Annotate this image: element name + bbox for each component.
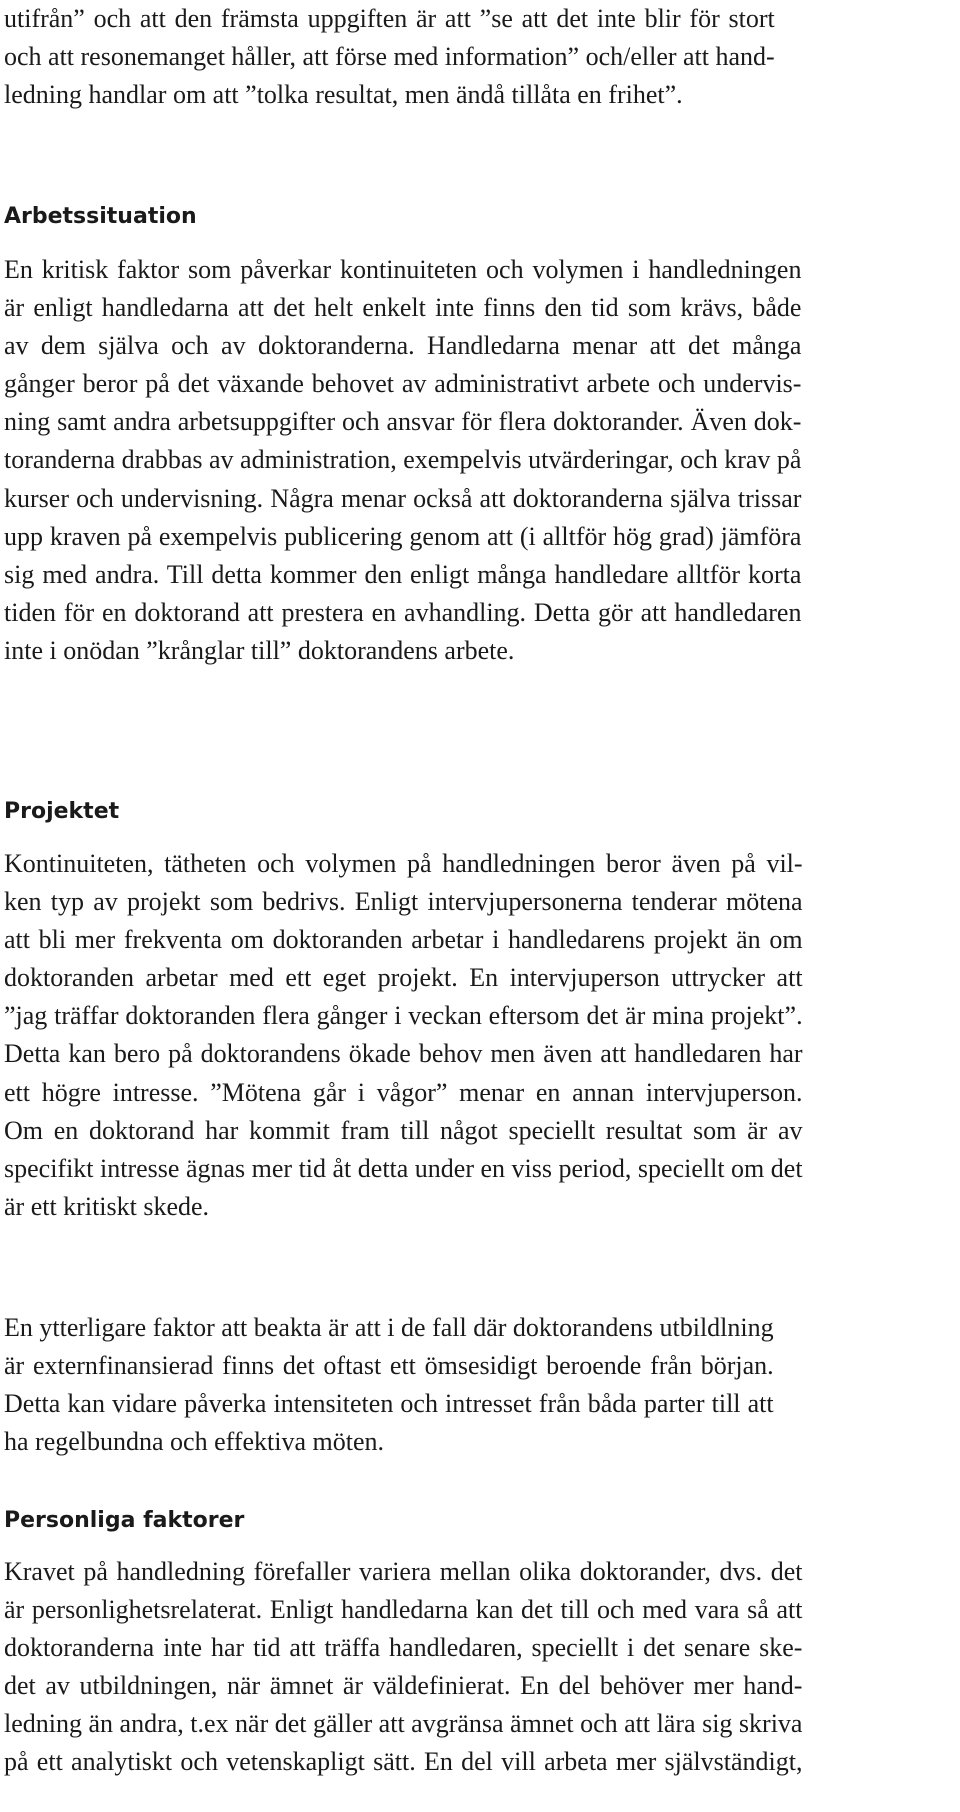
text-line: inte i onödan ”krånglar till” doktorandens arbete.: [4, 635, 515, 665]
section-heading-arbetssituation: Arbetssituation: [4, 204, 197, 229]
text-line: doktoranden arbetar med ett eget projekt. En intervjuperson uttrycker att: [4, 963, 803, 993]
text-line: Kravet på handledning förefaller variera mellan olika doktorander, dvs. det: [4, 1557, 803, 1586]
text-line: En kritisk faktor som påverkar kontinuiteten och volymen i handledningen: [4, 255, 802, 284]
text-line: upp kraven på exempelvis publicering genom att (i alltför hög grad) jämföra: [4, 521, 802, 551]
text-line: ken typ av projekt som bedrivs. Enligt intervjupersonerna tenderar mötena: [4, 887, 803, 917]
text-line: Kontinuiteten, tätheten och volymen på handledningen beror även på vil-: [4, 849, 803, 878]
text-line: kurser och undervisning. Några menar också att doktoranderna själva trissar: [4, 483, 802, 513]
text-line: att bli mer frekventa om doktoranden arbetar i handledarens projekt än om: [4, 925, 803, 955]
text-line: utifrån” och att den främsta uppgiften är att ”se att det inte blir för stort: [4, 4, 775, 33]
text-line: ledning än andra, t.ex när det gäller att avgränsa ämnet och att lära sig skriva: [4, 1709, 803, 1739]
text-line: på ett analytiskt och vetenskapligt sätt. En del vill arbeta mer självständigt,: [4, 1747, 803, 1777]
intro-paragraph: [4, 0, 775, 114]
text-line: ning samt andra arbetsuppgifter och ansvar för flera doktorander. Även dok-: [4, 407, 802, 437]
text-line: toranderna drabbas av administration, exempelvis utvärderingar, och krav på: [4, 445, 802, 475]
text-line: Om en doktorand har kommit fram till något speciellt resultat som är av: [4, 1115, 803, 1145]
text-line: ett högre intresse. ”Mötena går i vågor” menar en annan intervjuperson.: [4, 1077, 803, 1107]
text-line: En ytterligare faktor att beakta är att i de fall där doktorandens utbildlning: [4, 1313, 774, 1342]
text-line: Detta kan bero på doktorandens ökade behov men även att handledaren har: [4, 1039, 803, 1069]
arbetssituation-paragraph: [4, 251, 801, 670]
text-line: tiden för en doktorand att prestera en avhandling. Detta gör att handledaren: [4, 597, 802, 627]
text-line: ”jag träffar doktoranden flera gånger i veckan eftersom det är mina projekt”.: [4, 1001, 803, 1031]
text-line: ha regelbundna och effektiva möten.: [4, 1427, 384, 1457]
text-line: är personlighetsrelaterat. Enligt handledarna kan det till och med vara så att: [4, 1595, 803, 1625]
text-line: är enligt handledarna att det helt enkelt inte finns den tid som krävs, både: [4, 293, 802, 323]
text-line: gånger beror på det växande behovet av administrativt arbete och undervis-: [4, 369, 802, 399]
section-heading-personliga-faktorer: Personliga faktorer: [4, 1508, 245, 1533]
text-line: är ett kritiskt skede.: [4, 1191, 210, 1221]
projektet-paragraph-2: [4, 1309, 774, 1461]
text-line: specifikt intresse ägnas mer tid åt detta under en viss period, speciellt om det: [4, 1153, 803, 1183]
text-line: och att resonemanget håller, att förse med information” och/eller att hand-: [4, 42, 775, 72]
text-line: doktoranderna inte har tid att träffa handledaren, speciellt i det senare ske-: [4, 1633, 803, 1663]
section-heading-projektet: Projektet: [4, 799, 120, 824]
text-line: ledning handlar om att ”tolka resultat, men ändå tillåta en frihet”.: [4, 80, 683, 110]
text-line: Detta kan vidare påverka intensiteten och intresset från båda parter till att: [4, 1389, 774, 1419]
text-line: det av utbildningen, när ämnet är väldefinierat. En del behöver mer hand-: [4, 1671, 803, 1701]
personliga-faktorer-paragraph: [4, 1553, 802, 1782]
text-line: är externfinansierad finns det oftast ett ömsesidigt beroende från början.: [4, 1351, 774, 1381]
projektet-paragraph-1: [4, 845, 803, 1226]
text-line: av dem själva och av doktoranderna. Handledarna menar att det många: [4, 331, 802, 361]
text-line: sig med andra. Till detta kommer den enligt många handledare alltför korta: [4, 559, 802, 589]
